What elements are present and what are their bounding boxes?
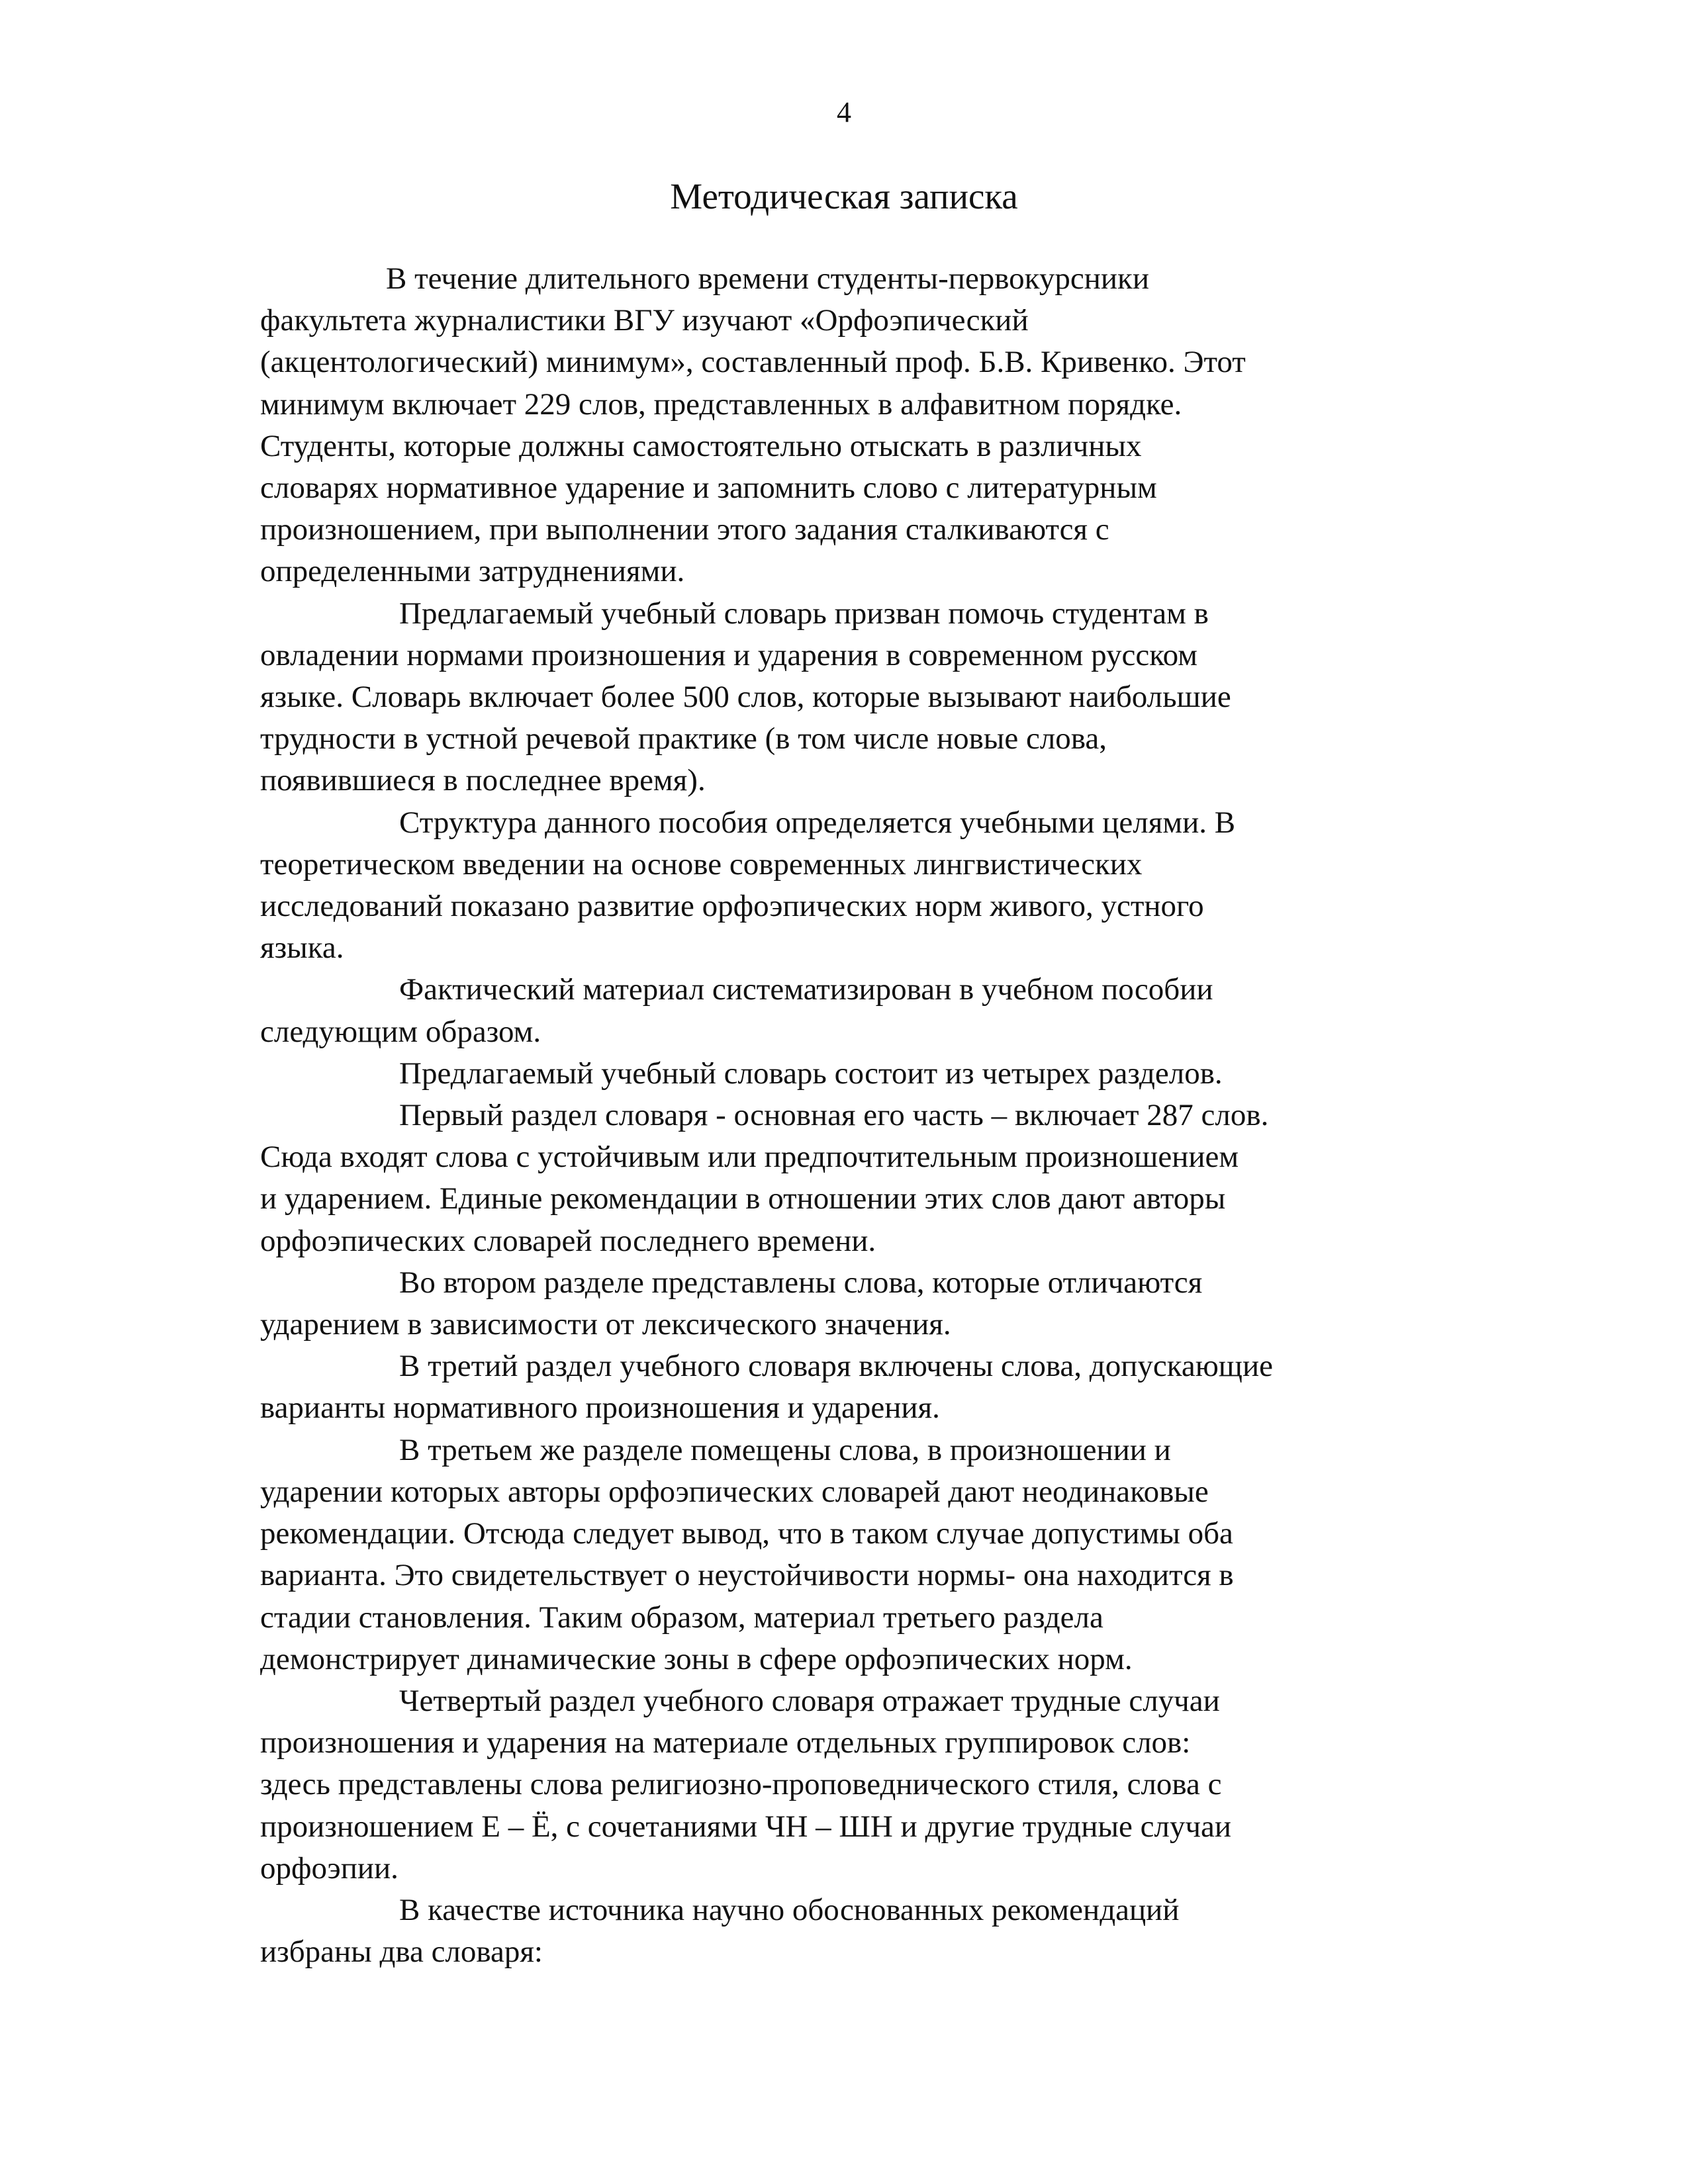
text-line: Студенты, которые должны самостоятельно отыскать в различных (260, 428, 1142, 463)
text-line: Структура данного пособия определяется учебными целями. В (399, 805, 1236, 840)
text-line: языке. Словарь включает более 500 слов, которые вызывают наибольшие (260, 680, 1231, 715)
page-number: 4 (837, 96, 851, 128)
paragraph (260, 593, 1445, 802)
text-line: языка. (260, 931, 344, 966)
text-line: и ударением. Единые рекомендации в отношении этих слов дают авторы (260, 1181, 1226, 1216)
text-line: Фактический материал систематизирован в учебном пособии (399, 972, 1213, 1007)
text-line: Предлагаемый учебный словарь призван помочь студентам в (399, 596, 1209, 631)
text-line: овладении нормами произношения и ударения в современном русском (260, 637, 1197, 672)
paragraph (260, 1889, 1445, 1973)
text-line: Первый раздел словаря - основная его часть – включает 287 слов. (399, 1098, 1269, 1133)
text-line: словарях нормативное ударение и запомнить слово с литературным (260, 471, 1157, 506)
text-line: варианта. Это свидетельствует о неустойчивости нормы- она находится в (260, 1558, 1234, 1593)
text-line: варианты нормативного произношения и ударения. (260, 1390, 940, 1426)
text-line: теоретическом введении на основе современных лингвистических (260, 846, 1143, 882)
paragraph (260, 802, 1445, 970)
text-line: ударением в зависимости от лексического значения. (260, 1307, 951, 1342)
text-line: следующим образом. (260, 1014, 541, 1049)
text-line: произношения и ударения на материале отдельных группировок слов: (260, 1725, 1191, 1760)
text-line: произношением Е – Ё, с сочетаниями ЧН – ШН и другие трудные случаи (260, 1809, 1232, 1844)
text-line: В третьем же разделе помещены слова, в произношении и (399, 1432, 1171, 1467)
paragraph (260, 1680, 1445, 1889)
text-line: В качестве источника научно обоснованных рекомендаций (399, 1892, 1180, 1927)
text-line: здесь представлены слова религиозно-проповеднического стиля, слова с (260, 1767, 1222, 1802)
text-line: орфоэпии. (260, 1850, 399, 1886)
paragraph (260, 258, 1445, 593)
text-line: определенными затруднениями. (260, 554, 685, 589)
text-line: демонстрирует динамические зоны в сфере орфоэпических норм. (260, 1641, 1133, 1676)
text-line: факультета журналистики ВГУ изучают «Орфоэпический (260, 303, 1029, 338)
text-line: Предлагаемый учебный словарь состоит из четырех разделов. (399, 1056, 1223, 1091)
text-line: В третий раздел учебного словаря включены слова, допускающие (399, 1349, 1274, 1384)
document-body (260, 258, 1445, 1973)
paragraph (260, 1345, 1445, 1429)
paragraph (260, 1053, 1445, 1095)
text-line: минимум включает 229 слов, представленных в алфавитном порядке. (260, 387, 1182, 422)
text-line: ударении которых авторы орфоэпических словарей дают неодинаковые (260, 1474, 1209, 1509)
paragraph (260, 969, 1445, 1052)
text-line: стадии становления. Таким образом, материал третьего раздела (260, 1600, 1103, 1635)
document-title: Методическая записка (670, 176, 1018, 216)
text-line: Четвертый раздел учебного словаря отражает трудные случаи (399, 1683, 1220, 1718)
text-line: произношением, при выполнении этого задания сталкиваются с (260, 512, 1109, 547)
text-line: Во втором разделе представлены слова, которые отличаются (399, 1265, 1203, 1300)
paragraph (260, 1095, 1445, 1262)
text-line: исследований показано развитие орфоэпических норм живого, устного (260, 889, 1204, 924)
text-line: рекомендации. Отсюда следует вывод, что в таком случае допустимы оба (260, 1516, 1233, 1551)
text-line: появившиеся в последнее время). (260, 763, 706, 798)
text-line: избраны два словаря: (260, 1934, 543, 1970)
text-line: В течение длительного времени студенты-первокурсники (386, 261, 1149, 296)
text-line: орфоэпических словарей последнего времени. (260, 1223, 876, 1258)
text-line: Сюда входят слова с устойчивым или предпочтительным произношением (260, 1140, 1239, 1175)
text-line: (акцентологический) минимум», составленный проф. Б.В. Кривенко. Этот (260, 345, 1246, 380)
paragraph (260, 1430, 1445, 1680)
text-line: трудности в устной речевой практике (в том числе новые слова, (260, 721, 1107, 756)
paragraph (260, 1262, 1445, 1345)
